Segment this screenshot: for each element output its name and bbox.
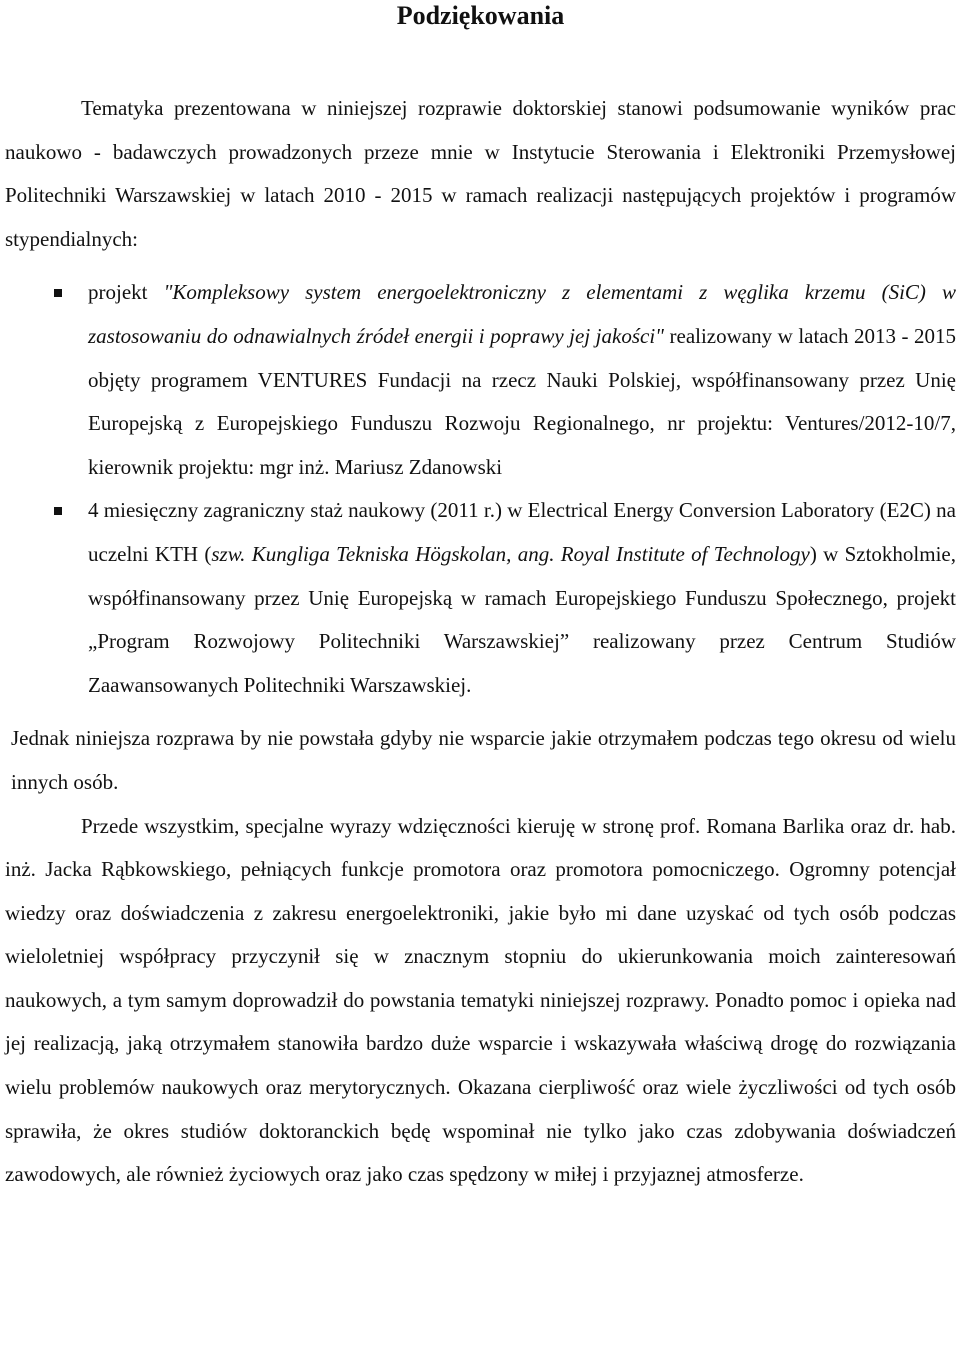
bullet2-part2: ) w Sztokholmie, współfinansowany przez Unię Europejską w ramach Europejskiego Funduszu Społecznego, projekt „Program Rozwojowy Politechniki Warszawskiej” realizowany przez Centrum Studiów Zaawansowanych Politechniki Warszawskiej. [88,541,956,697]
bullet1-prefix: projekt [88,280,164,305]
list-item [88,271,956,489]
thanks-paragraph: Przede wszystkim, specjalne wyrazy wdzięczności kieruję w stronę prof. Romana Barlika oraz dr. hab. inż. Jacka Rąbkowskiego, pełniących funkcje promotora oraz promotora pomocniczego. Ogromny potencjał wiedzy oraz doświadczenia z zakresu energoelektroniki, jakie było mi dane uzyskać od tych osób podczas wieloletniej współpracy przyczynił się w znacznym stopniu do ukierunkowania moich zainteresowań naukowych, a tym samym doprowadził do powstania tematyki niniejszej rozprawy. Ponadto pomoc i opieka nad jej realizacją, jaką otrzymałem stanowiła bardzo duże wsparcie i wskazywała właściwą drogę do rozwiązania wielu problemów naukowych oraz merytorycznych. Okazana cierpliwość oraz wiele życzliwości od tych osób sprawiła, że okres studiów doktoranckich będę wspominał nie tylko jako czas zdobywania doświadczeń zawodowych, ale również życiowych oraz jako czas spędzony w miłej i przyjaznej atmosferze. [5,813,956,1187]
project-title: "Kompleksowy system energoelektroniczny z elementami z węglika krzemu (SiC) w zastosowaniu do odnawialnych źródeł energii i poprawy jej jakości" [88,280,956,348]
closing-paragraph: Jednak niniejsza rozprawa by nie powstała gdyby nie wsparcie jakie otrzymałem podczas tego okresu od wielu innych osób. [11,726,956,794]
square-bullet-icon [54,507,62,515]
bullet2-part1: 4 miesięczny zagraniczny staż naukowy (2011 r.) w Electrical Energy Conversion Laboratory (E2C) na uczelni KTH ( [88,498,956,566]
intro-paragraph: Tematyka prezentowana w niniejszej rozprawie doktorskiej stanowi podsumowanie wyników prac naukowo - badawczych prowadzonych przeze mnie w Instytucie Sterowania i Elektroniki Przemysłowej Politechniki Warszawskiej w latach 2010 - 2015 w ramach realizacji następujących projektów i programów stypendialnych: [5,96,956,251]
list-item [88,489,956,707]
page-title: Podziękowania [396,1,565,30]
university-names: szw. Kungliga Tekniska Högskolan, ang. Royal Institute of Technology [211,541,810,566]
bullet1-rest: realizowany w latach 2013 - 2015 objęty programem VENTURES Fundacji na rzecz Nauki Polskiej, współfinansowany przez Unię Europejską z Europejskiego Funduszu Rozwoju Regionalnego, nr projektu: Ventures/2012-10/7, kierownik projektu: mgr inż. Mariusz Zdanowski [88,323,956,479]
funding-list [5,271,956,707]
square-bullet-icon [54,289,62,297]
